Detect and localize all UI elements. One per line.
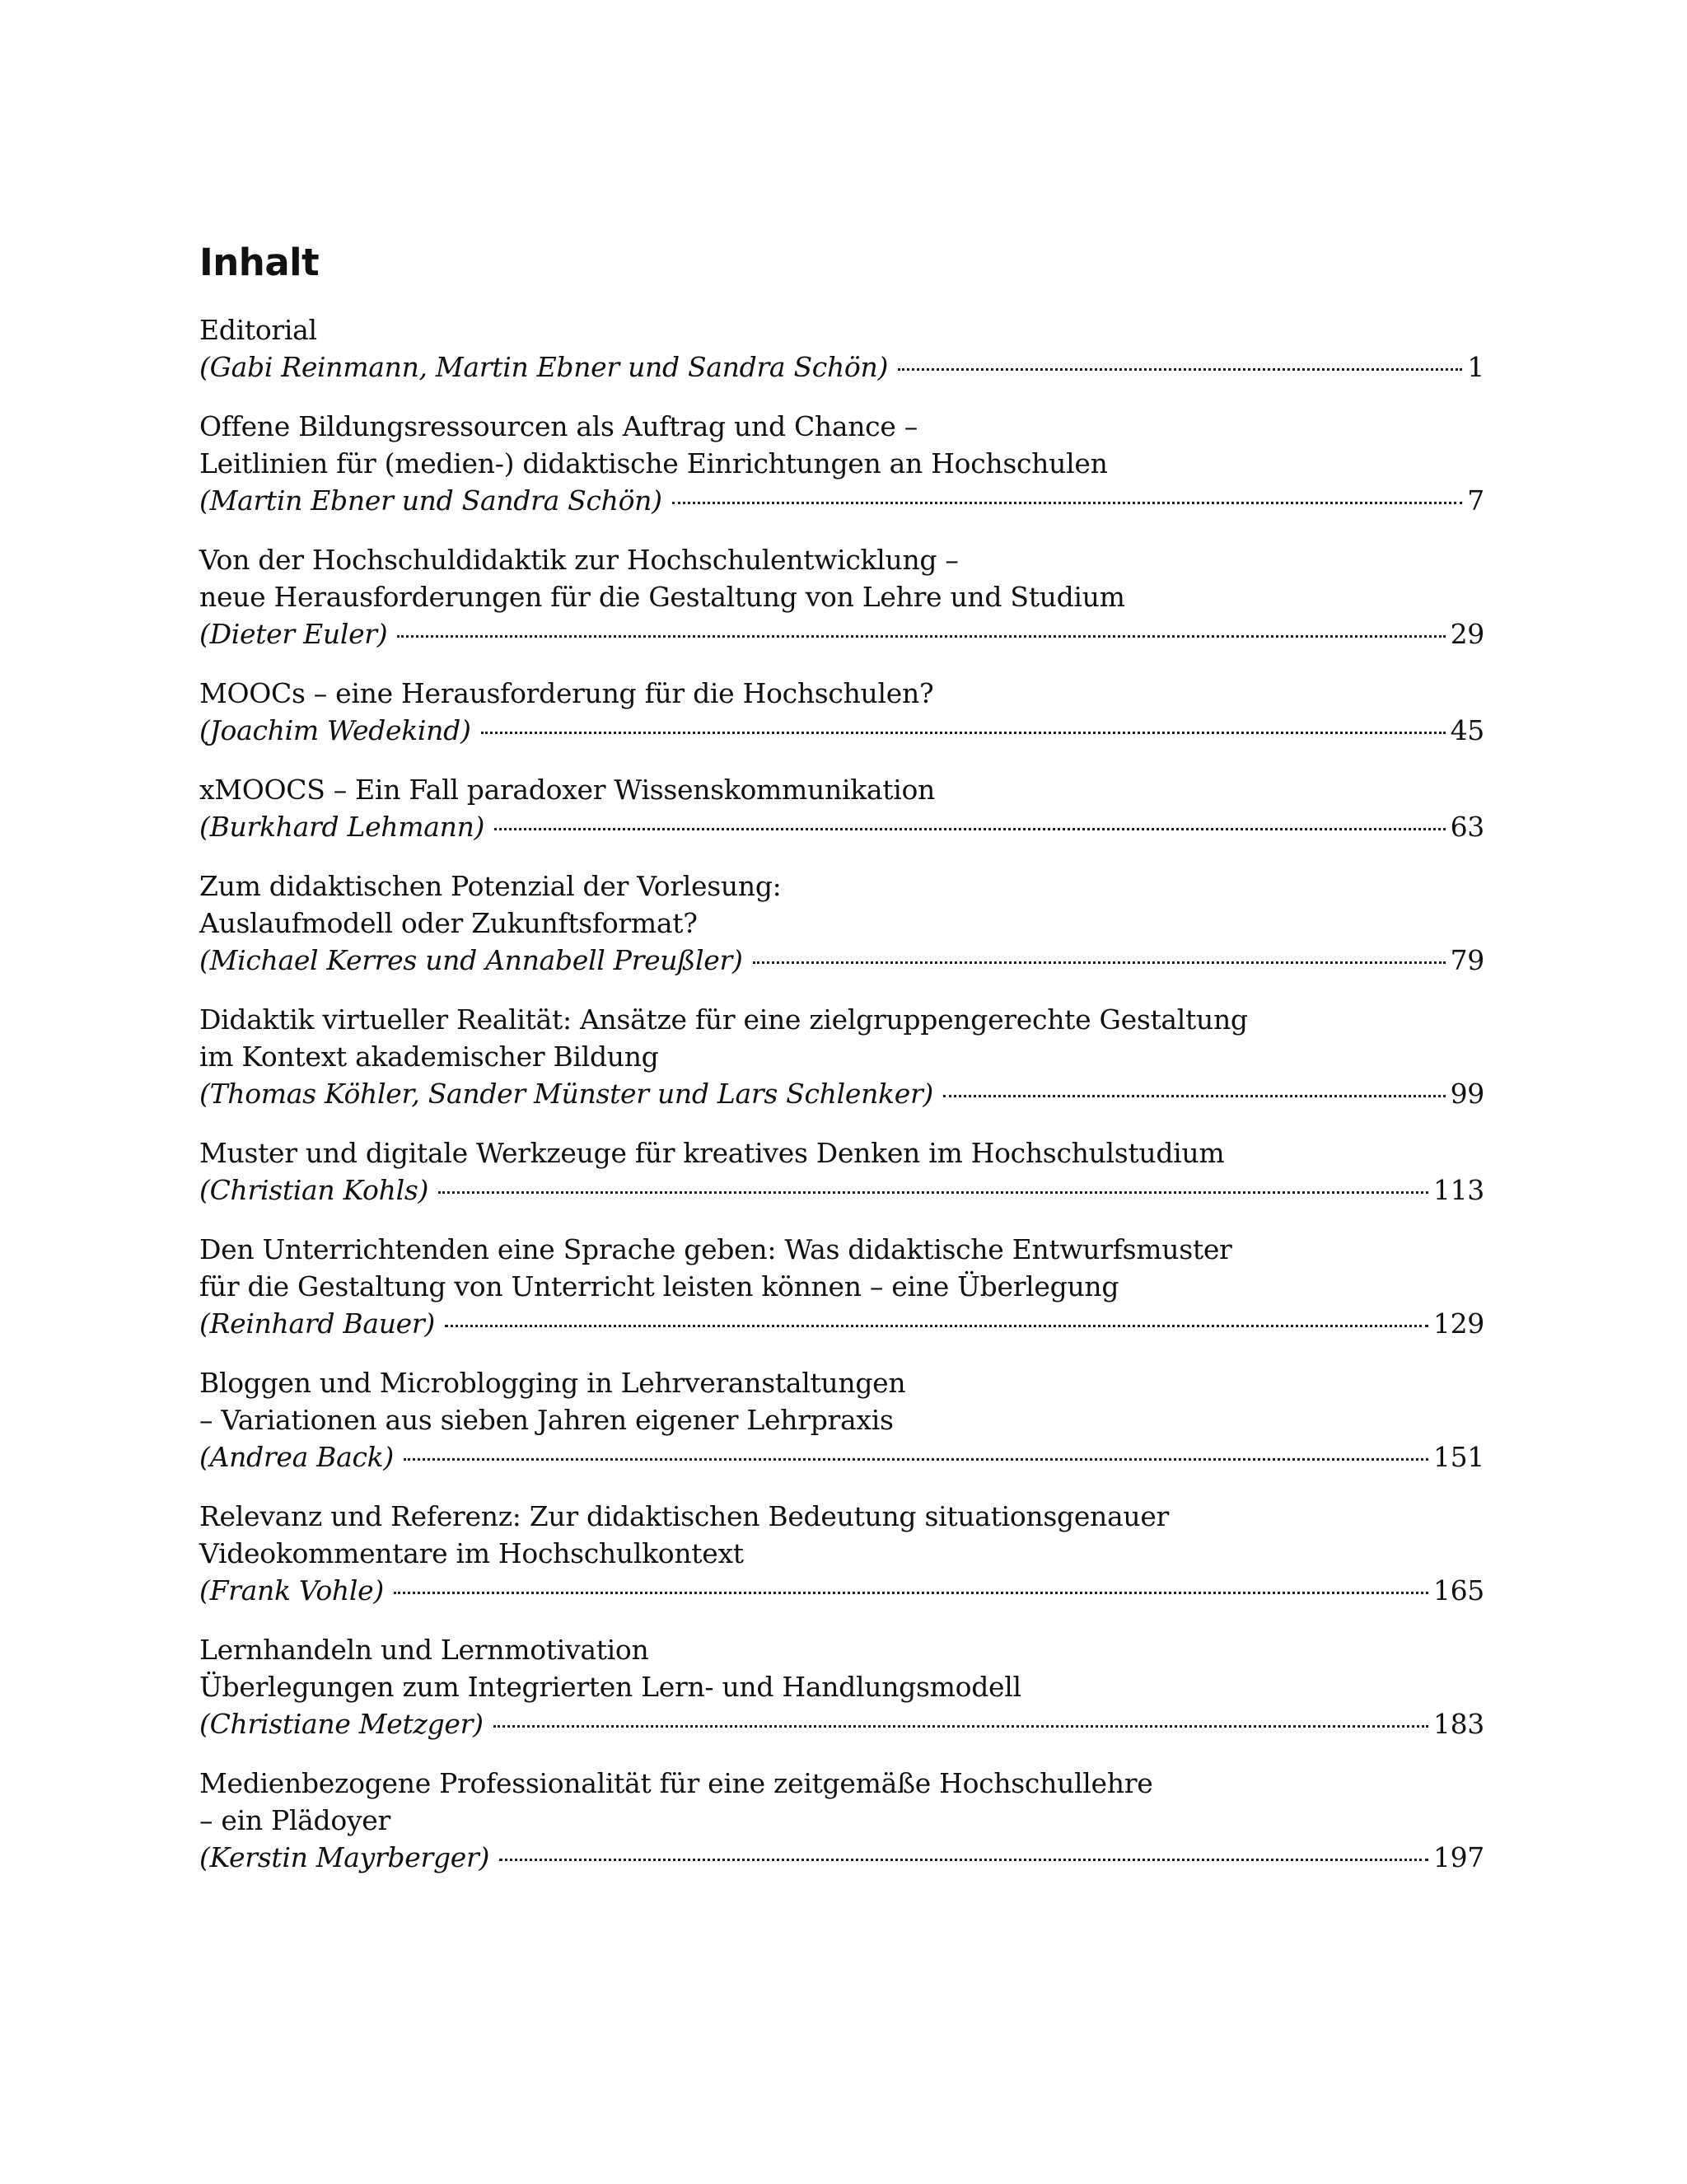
dot-leader [494, 828, 1445, 830]
toc-entry-authors: (Kerstin Mayrberger) [199, 1841, 490, 1873]
toc-entry [199, 1231, 1484, 1342]
toc-entry-author-line [199, 1075, 1484, 1112]
toc-entry-authors: (Christiane Metzger) [199, 1708, 484, 1740]
toc-entry [199, 1134, 1484, 1209]
toc-entry-page-number: 197 [1432, 1841, 1484, 1873]
toc-entry-page-number: 7 [1467, 484, 1484, 517]
toc-entry-title-line: Leitlinien für (medien-) didaktische Einrichtungen an Hochschulen [199, 447, 1108, 479]
toc-entry-page-number: 45 [1450, 714, 1484, 746]
toc-entry-authors: (Thomas Köhler, Sander Münster und Lars Schlenker) [199, 1078, 934, 1110]
toc-entry-author-line [199, 1572, 1484, 1609]
toc-entry-title-line: für die Gestaltung von Unterricht leisten können – eine Überlegung [199, 1270, 1119, 1302]
toc-entry-title-line: Zum didaktischen Potenzial der Vorlesung: [199, 870, 782, 902]
toc-entry [199, 1765, 1484, 1876]
toc-entry-title-line: Auslaufmodell oder Zukunftsformat? [199, 907, 698, 939]
dot-leader [445, 1325, 1428, 1327]
toc-entry-title-line: Offene Bildungsressourcen als Auftrag und Chance – [199, 410, 918, 442]
toc-entry-authors: (Gabi Reinmann, Martin Ebner und Sandra Schön) [199, 351, 889, 383]
toc-entry-title-line: Von der Hochschuldidaktik zur Hochschulentwicklung – [199, 544, 959, 576]
toc-entry-page-number: 113 [1432, 1174, 1484, 1206]
toc-entry-page-number: 129 [1432, 1307, 1484, 1340]
toc-entry-page-number: 79 [1450, 944, 1484, 976]
toc-entry-page-number: 29 [1450, 618, 1484, 650]
dot-leader [481, 732, 1446, 734]
toc-entry [199, 675, 1484, 749]
toc-entry-title-line: – ein Plädoyer [199, 1804, 390, 1836]
toc-entry-page-number: 99 [1450, 1078, 1484, 1110]
dot-leader [499, 1859, 1428, 1861]
toc-list [199, 311, 1484, 1876]
toc-entry-author-line [199, 942, 1484, 979]
table-of-contents [199, 239, 1484, 1898]
toc-entry-title-line: MOOCs – eine Herausforderung für die Hochschulen? [199, 677, 934, 709]
toc-entry-author-line [199, 808, 1484, 845]
toc-entry [199, 541, 1484, 652]
toc-entry-author-line [199, 712, 1484, 749]
toc-entry-author-line [199, 1305, 1484, 1342]
toc-entry-authors: (Dieter Euler) [199, 618, 388, 650]
toc-entry [199, 1001, 1484, 1112]
toc-entry-authors: (Burkhard Lehmann) [199, 811, 485, 843]
toc-entry-title-line: Videokommentare im Hochschulkontext [199, 1537, 744, 1569]
toc-entry [199, 311, 1484, 386]
dot-leader [404, 1458, 1428, 1461]
toc-entry-page-number: 63 [1450, 811, 1484, 843]
toc-entry-title-line: Didaktik virtueller Realität: Ansätze für eine zielgruppengerechte Gestaltung [199, 1003, 1248, 1036]
toc-entry [199, 771, 1484, 845]
toc-entry-author-line [199, 1172, 1484, 1209]
toc-entry-authors: (Andrea Back) [199, 1441, 394, 1473]
page-title: Inhalt [199, 241, 320, 284]
dot-leader [438, 1191, 1428, 1194]
dot-leader [493, 1725, 1428, 1728]
toc-entry-title-line: neue Herausforderungen für die Gestaltung von Lehre und Studium [199, 581, 1125, 613]
toc-entry-title-line: Medienbezogene Professionalität für eine zeitgemäße Hochschullehre [199, 1767, 1153, 1799]
toc-entry-title-line: Muster und digitale Werkzeuge für kreatives Denken im Hochschulstudium [199, 1137, 1225, 1169]
toc-entry [199, 1631, 1484, 1742]
toc-entry-author-line [199, 1705, 1484, 1742]
toc-entry-title-line: – Variationen aus sieben Jahren eigener Lehrpraxis [199, 1404, 894, 1436]
toc-entry-author-line [199, 1438, 1484, 1475]
toc-entry-authors: (Reinhard Bauer) [199, 1307, 435, 1340]
toc-entry [199, 868, 1484, 979]
toc-entry-title-line: Überlegungen zum Integrierten Lern- und Handlungsmodell [199, 1671, 1021, 1703]
toc-entry-author-line [199, 482, 1484, 519]
dot-leader [943, 1095, 1446, 1097]
dot-leader [672, 502, 1463, 504]
toc-entry-title-line: Editorial [199, 314, 317, 346]
toc-entry-title-line: xMOOCS – Ein Fall paradoxer Wissenskommunikation [199, 774, 936, 806]
dot-leader [898, 368, 1462, 371]
toc-entry-authors: (Christian Kohls) [199, 1174, 429, 1206]
toc-entry [199, 408, 1484, 519]
toc-entry-author-line [199, 348, 1484, 386]
toc-entry-title-line: Den Unterrichtenden eine Sprache geben: Was didaktische Entwurfsmuster [199, 1233, 1232, 1265]
toc-entry-page-number: 165 [1432, 1574, 1484, 1606]
toc-entry-title-line: Bloggen und Microblogging in Lehrveranstaltungen [199, 1367, 906, 1399]
toc-entry-title-line: im Kontext akademischer Bildung [199, 1041, 659, 1073]
toc-entry-page-number: 151 [1432, 1441, 1484, 1473]
dot-leader [394, 1592, 1428, 1594]
dot-leader [753, 961, 1446, 964]
toc-entry-page-number: 183 [1432, 1708, 1484, 1740]
toc-entry [199, 1498, 1484, 1609]
toc-entry-authors: (Frank Vohle) [199, 1574, 384, 1606]
toc-entry-author-line [199, 1839, 1484, 1876]
toc-entry-authors: (Martin Ebner und Sandra Schön) [199, 484, 662, 517]
toc-entry-page-number: 1 [1467, 351, 1484, 383]
toc-entry-title-line: Relevanz und Referenz: Zur didaktischen Bedeutung situationsgenauer [199, 1500, 1170, 1532]
dot-leader [397, 635, 1445, 638]
toc-entry-authors: (Michael Kerres und Annabell Preußler) [199, 944, 743, 976]
toc-entry-title-line: Lernhandeln und Lernmotivation [199, 1634, 649, 1666]
toc-entry [199, 1364, 1484, 1475]
toc-entry-authors: (Joachim Wedekind) [199, 714, 471, 746]
toc-entry-author-line [199, 615, 1484, 652]
